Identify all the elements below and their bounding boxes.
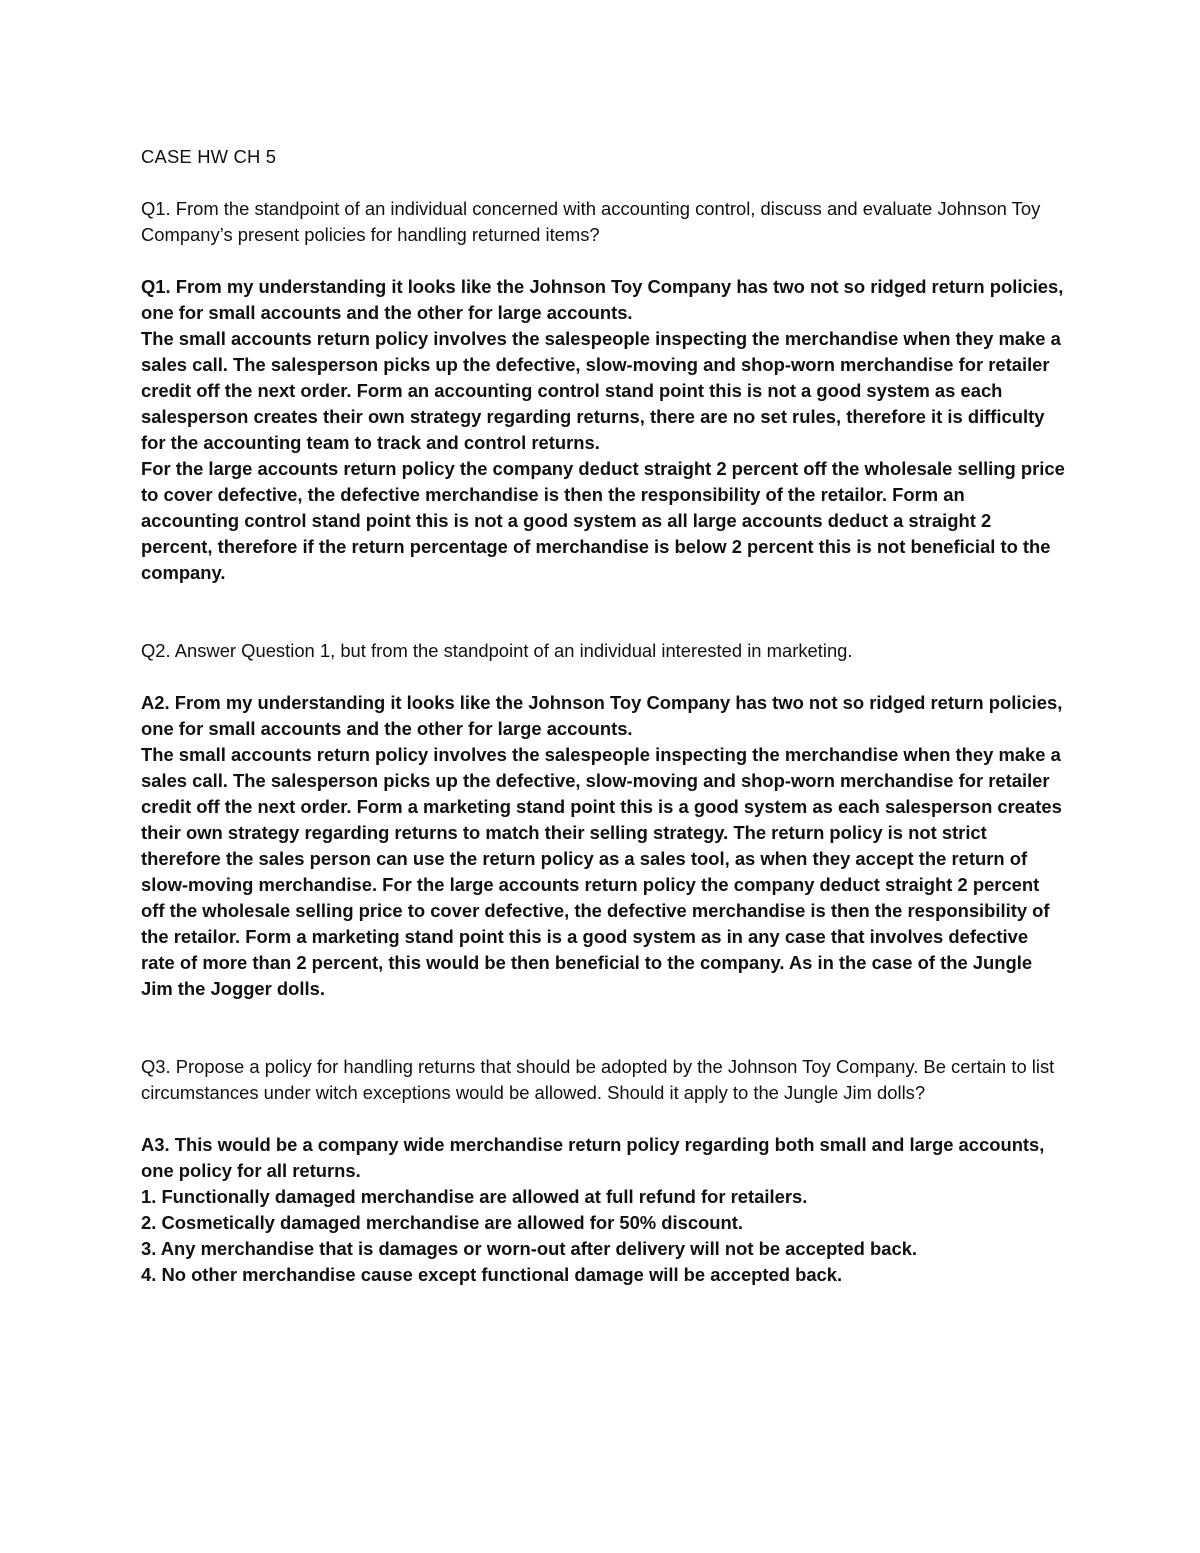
spacer: [141, 586, 1066, 638]
answer-3-list-item: 3. Any merchandise that is damages or worn-out after delivery will not be accepted back.: [141, 1238, 918, 1259]
answer-3-intro: A3. This would be a company wide merchandise return policy regarding both small and large accounts, one policy for all returns.: [141, 1134, 1045, 1181]
answer-1-paragraph: The small accounts return policy involves the salespeople inspecting the merchandise when they make a sales call. The salesperson picks up the defective, slow-moving and shop-worn merchandise for retailer credit off the next order. Form an accounting control stand point this is not a good system as each salesperson creates their own strategy regarding returns, there are no set rules, therefore it is difficulty for the accounting team to track and control returns.: [141, 328, 1061, 453]
answer-3-list-item: 2. Cosmetically damaged merchandise are allowed for 50% discount.: [141, 1212, 743, 1233]
question-2: Q2. Answer Question 1, but from the standpoint of an individual interested in marketing.: [141, 640, 853, 661]
answer-1-paragraph: For the large accounts return policy the company deduct straight 2 percent off the wholesale selling price to cover defective, the defective merchandise is then the responsibility of the retailor. Form an accounting control stand point this is not a good system as all large accounts deduct a straight 2 percent, therefore if the return percentage of merchandise is below 2 percent this is not beneficial to the company.: [141, 458, 1065, 583]
question-1: Q1. From the standpoint of an individual concerned with accounting control, discuss and evaluate Johnson Toy Company’s present policies for handling returned items?: [141, 198, 1041, 245]
document-title: CASE HW CH 5: [141, 146, 277, 167]
answer-2: [141, 690, 1066, 1002]
answer-1: [141, 274, 1066, 586]
spacer: [141, 1002, 1066, 1054]
answer-1-paragraph: Q1. From my understanding it looks like the Johnson Toy Company has two not so ridged return policies, one for small accounts and the other for large accounts.: [141, 276, 1064, 323]
answer-3-list-item: 1. Functionally damaged merchandise are allowed at full refund for retailers.: [141, 1186, 808, 1207]
document-body: [141, 144, 1066, 1288]
question-3: Q3. Propose a policy for handling returns that should be adopted by the Johnson Toy Company. Be certain to list circumstances under witch exceptions would be allowed. Should it apply to the Jungle Jim dolls?: [141, 1056, 1055, 1103]
answer-2-paragraph: The small accounts return policy involves the salespeople inspecting the merchandise when they make a sales call. The salesperson picks up the defective, slow-moving and shop-worn merchandise for retailer credit off the next order. Form a marketing stand point this is a good system as each salesperson creates their own strategy regarding returns to match their selling strategy. The return policy is not strict therefore the sales person can use the return policy as a sales tool, as when they accept the return of slow-moving merchandise. For the large accounts return policy the company deduct straight 2 percent off the wholesale selling price to cover defective, the defective merchandise is then the responsibility of the retailor. Form a marketing stand point this is a good system as in any case that involves defective rate of more than 2 percent, this would be then beneficial to the company. As in the case of the Jungle Jim the Jogger dolls.: [141, 744, 1062, 999]
answer-3: [141, 1132, 1066, 1288]
answer-2-paragraph: A2. From my understanding it looks like the Johnson Toy Company has two not so ridged return policies, one for small accounts and the other for large accounts.: [141, 692, 1063, 739]
answer-3-list-item: 4. No other merchandise cause except functional damage will be accepted back.: [141, 1264, 843, 1285]
